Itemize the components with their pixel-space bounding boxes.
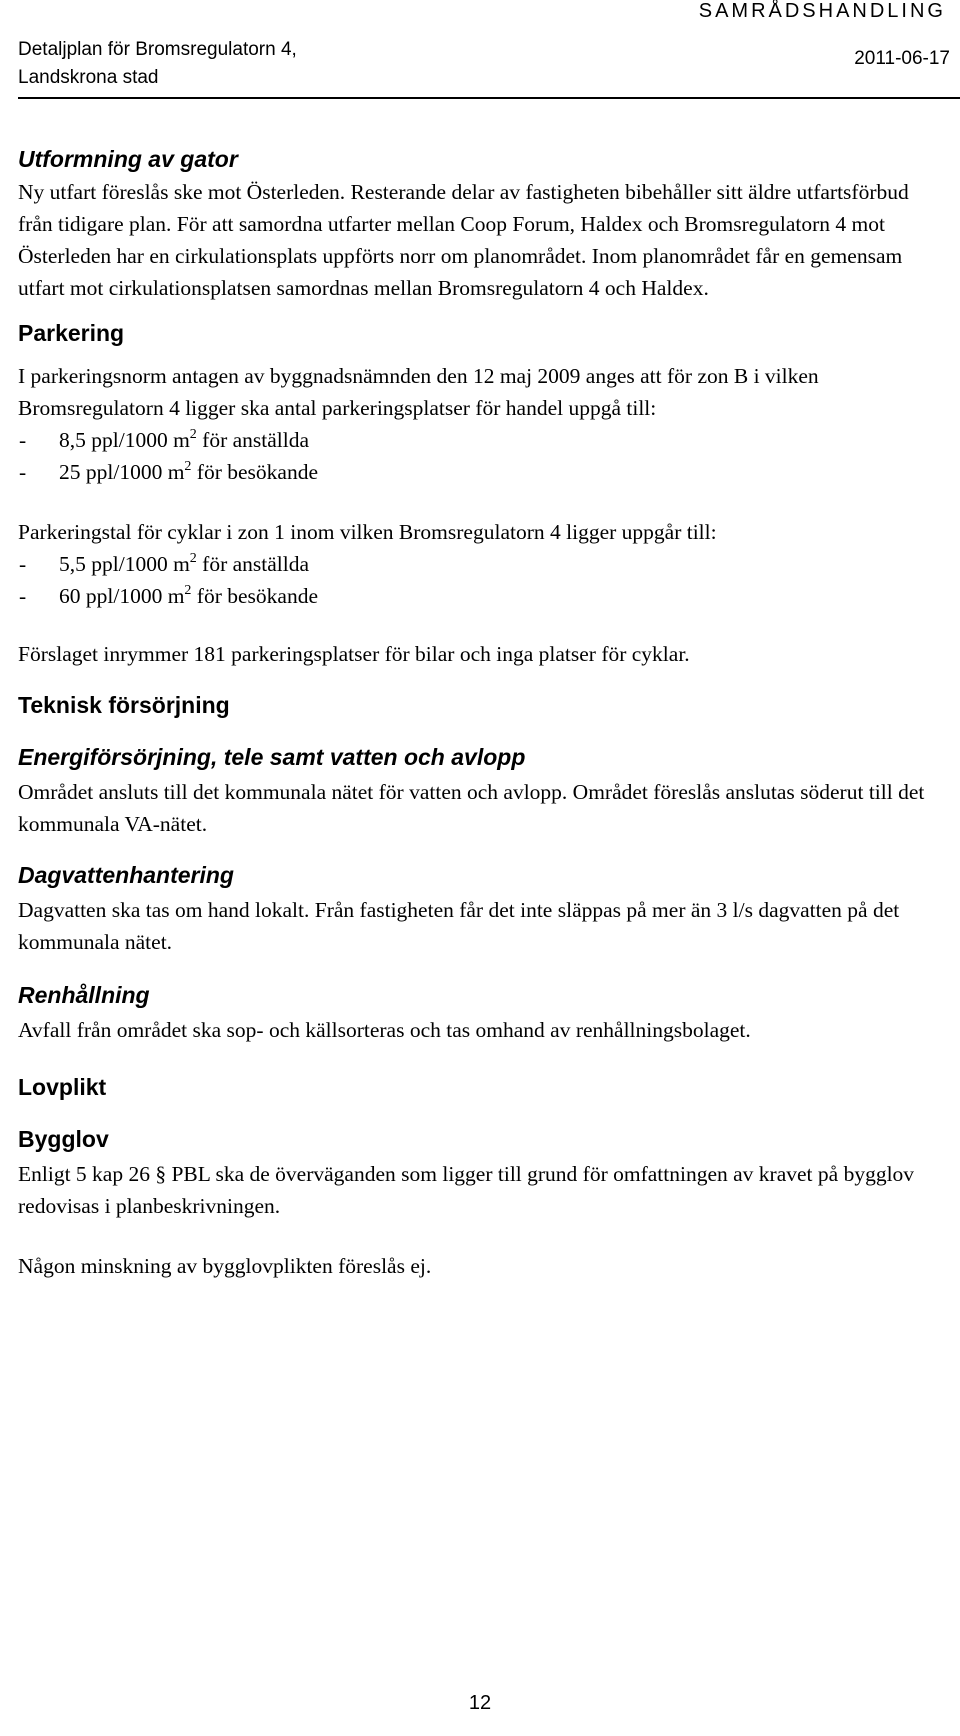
list-dash: -: [19, 552, 27, 576]
list-item-text: 5,5 ppl/1000 m: [59, 552, 190, 576]
header-title: [18, 36, 297, 92]
list-item: [18, 456, 948, 488]
heading-utformning: Utformning av gator: [18, 146, 238, 172]
superscript: 2: [184, 583, 192, 598]
paragraph-parking-summary: Förslaget inrymmer 181 parkeringsplatser för bilar och inga platser för cyklar.: [18, 642, 690, 666]
header-title-line2: Landskrona stad: [18, 67, 159, 88]
header-divider: [18, 97, 960, 99]
paragraph-parkering-intro: I parkeringsnorm antagen av byggnadsnämnden den 12 maj 2009 anges att för zon B i vilken Bromsregulatorn 4 ligger ska antal parkeringsplatser för handel uppgå till:: [18, 364, 819, 420]
list-item: [18, 548, 948, 580]
car-parking-list: [18, 424, 948, 488]
bike-parking-list: [18, 548, 948, 612]
heading-bygglov: Bygglov: [18, 1126, 109, 1152]
heading-lovplikt: Lovplikt: [18, 1074, 107, 1100]
list-item-text: 60 ppl/1000 m: [59, 584, 185, 608]
paragraph-utformning: Ny utfart föreslås ske mot Österleden. Resterande delar av fastigheten bibehåller sitt äldre utfartsförbud från tidigare plan. För att samordna utfarter mellan Coop Forum, Haldex och Bromsregulatorn 4 mot Österleden har en cirkulationsplats uppförts norr om planområdet. Inom planområdet får en gemensam utfart mot cirkulationsplatsen samordnas mellan Bromsregulatorn 4 och Haldex.: [18, 180, 909, 300]
list-dash: -: [19, 428, 27, 452]
paragraph-bygglov: Enligt 5 kap 26 § PBL ska de överväganden som ligger till grund för omfattningen av kravet på bygglov redovisas i planbeskrivningen.: [18, 1162, 915, 1218]
list-item-text: 25 ppl/1000 m: [59, 460, 185, 484]
list-item: [18, 580, 948, 612]
header-title-line1: Detaljplan för Bromsregulatorn 4,: [18, 39, 297, 60]
superscript: 2: [189, 427, 197, 442]
list-item-text: för anställda: [196, 552, 310, 576]
heading-dagvatten: Dagvattenhantering: [18, 862, 234, 888]
paragraph-dagvatten: Dagvatten ska tas om hand lokalt. Från fastigheten får det inte släppas på mer än 3 l/s dagvatten på det kommunala nätet.: [18, 898, 900, 954]
list-item-text: 8,5 ppl/1000 m: [59, 428, 190, 452]
document-body: [18, 144, 948, 1282]
paragraph-minskning: Någon minskning av bygglovplikten föreslås ej.: [18, 1254, 432, 1278]
list-dash: -: [19, 584, 27, 608]
list-item: [18, 424, 948, 456]
heading-teknisk: Teknisk försörjning: [18, 692, 230, 718]
list-item-text: för besökande: [191, 584, 318, 608]
document-type-label: SAMRÅDSHANDLING: [698, 0, 946, 22]
page-number: 12: [468, 1692, 492, 1714]
paragraph-bike-intro: Parkeringstal för cyklar i zon 1 inom vilken Bromsregulatorn 4 ligger uppgår till:: [18, 520, 717, 544]
paragraph-renhallning: Avfall från området ska sop- och källsorteras och tas omhand av renhållningsbolaget.: [18, 1018, 751, 1042]
superscript: 2: [184, 459, 192, 474]
heading-renhallning: Renhållning: [18, 982, 150, 1008]
heading-energi: Energiförsörjning, tele samt vatten och avlopp: [18, 744, 526, 770]
paragraph-energi: Området ansluts till det kommunala nätet för vatten och avlopp. Området föreslås anslutas söderut till det kommunala VA-nätet.: [18, 780, 925, 836]
heading-parkering: Parkering: [18, 320, 125, 346]
list-dash: -: [19, 460, 27, 484]
superscript: 2: [189, 551, 197, 566]
list-item-text: för anställda: [196, 428, 310, 452]
list-item-text: för besökande: [191, 460, 318, 484]
document-date: 2011-06-17: [854, 48, 950, 69]
